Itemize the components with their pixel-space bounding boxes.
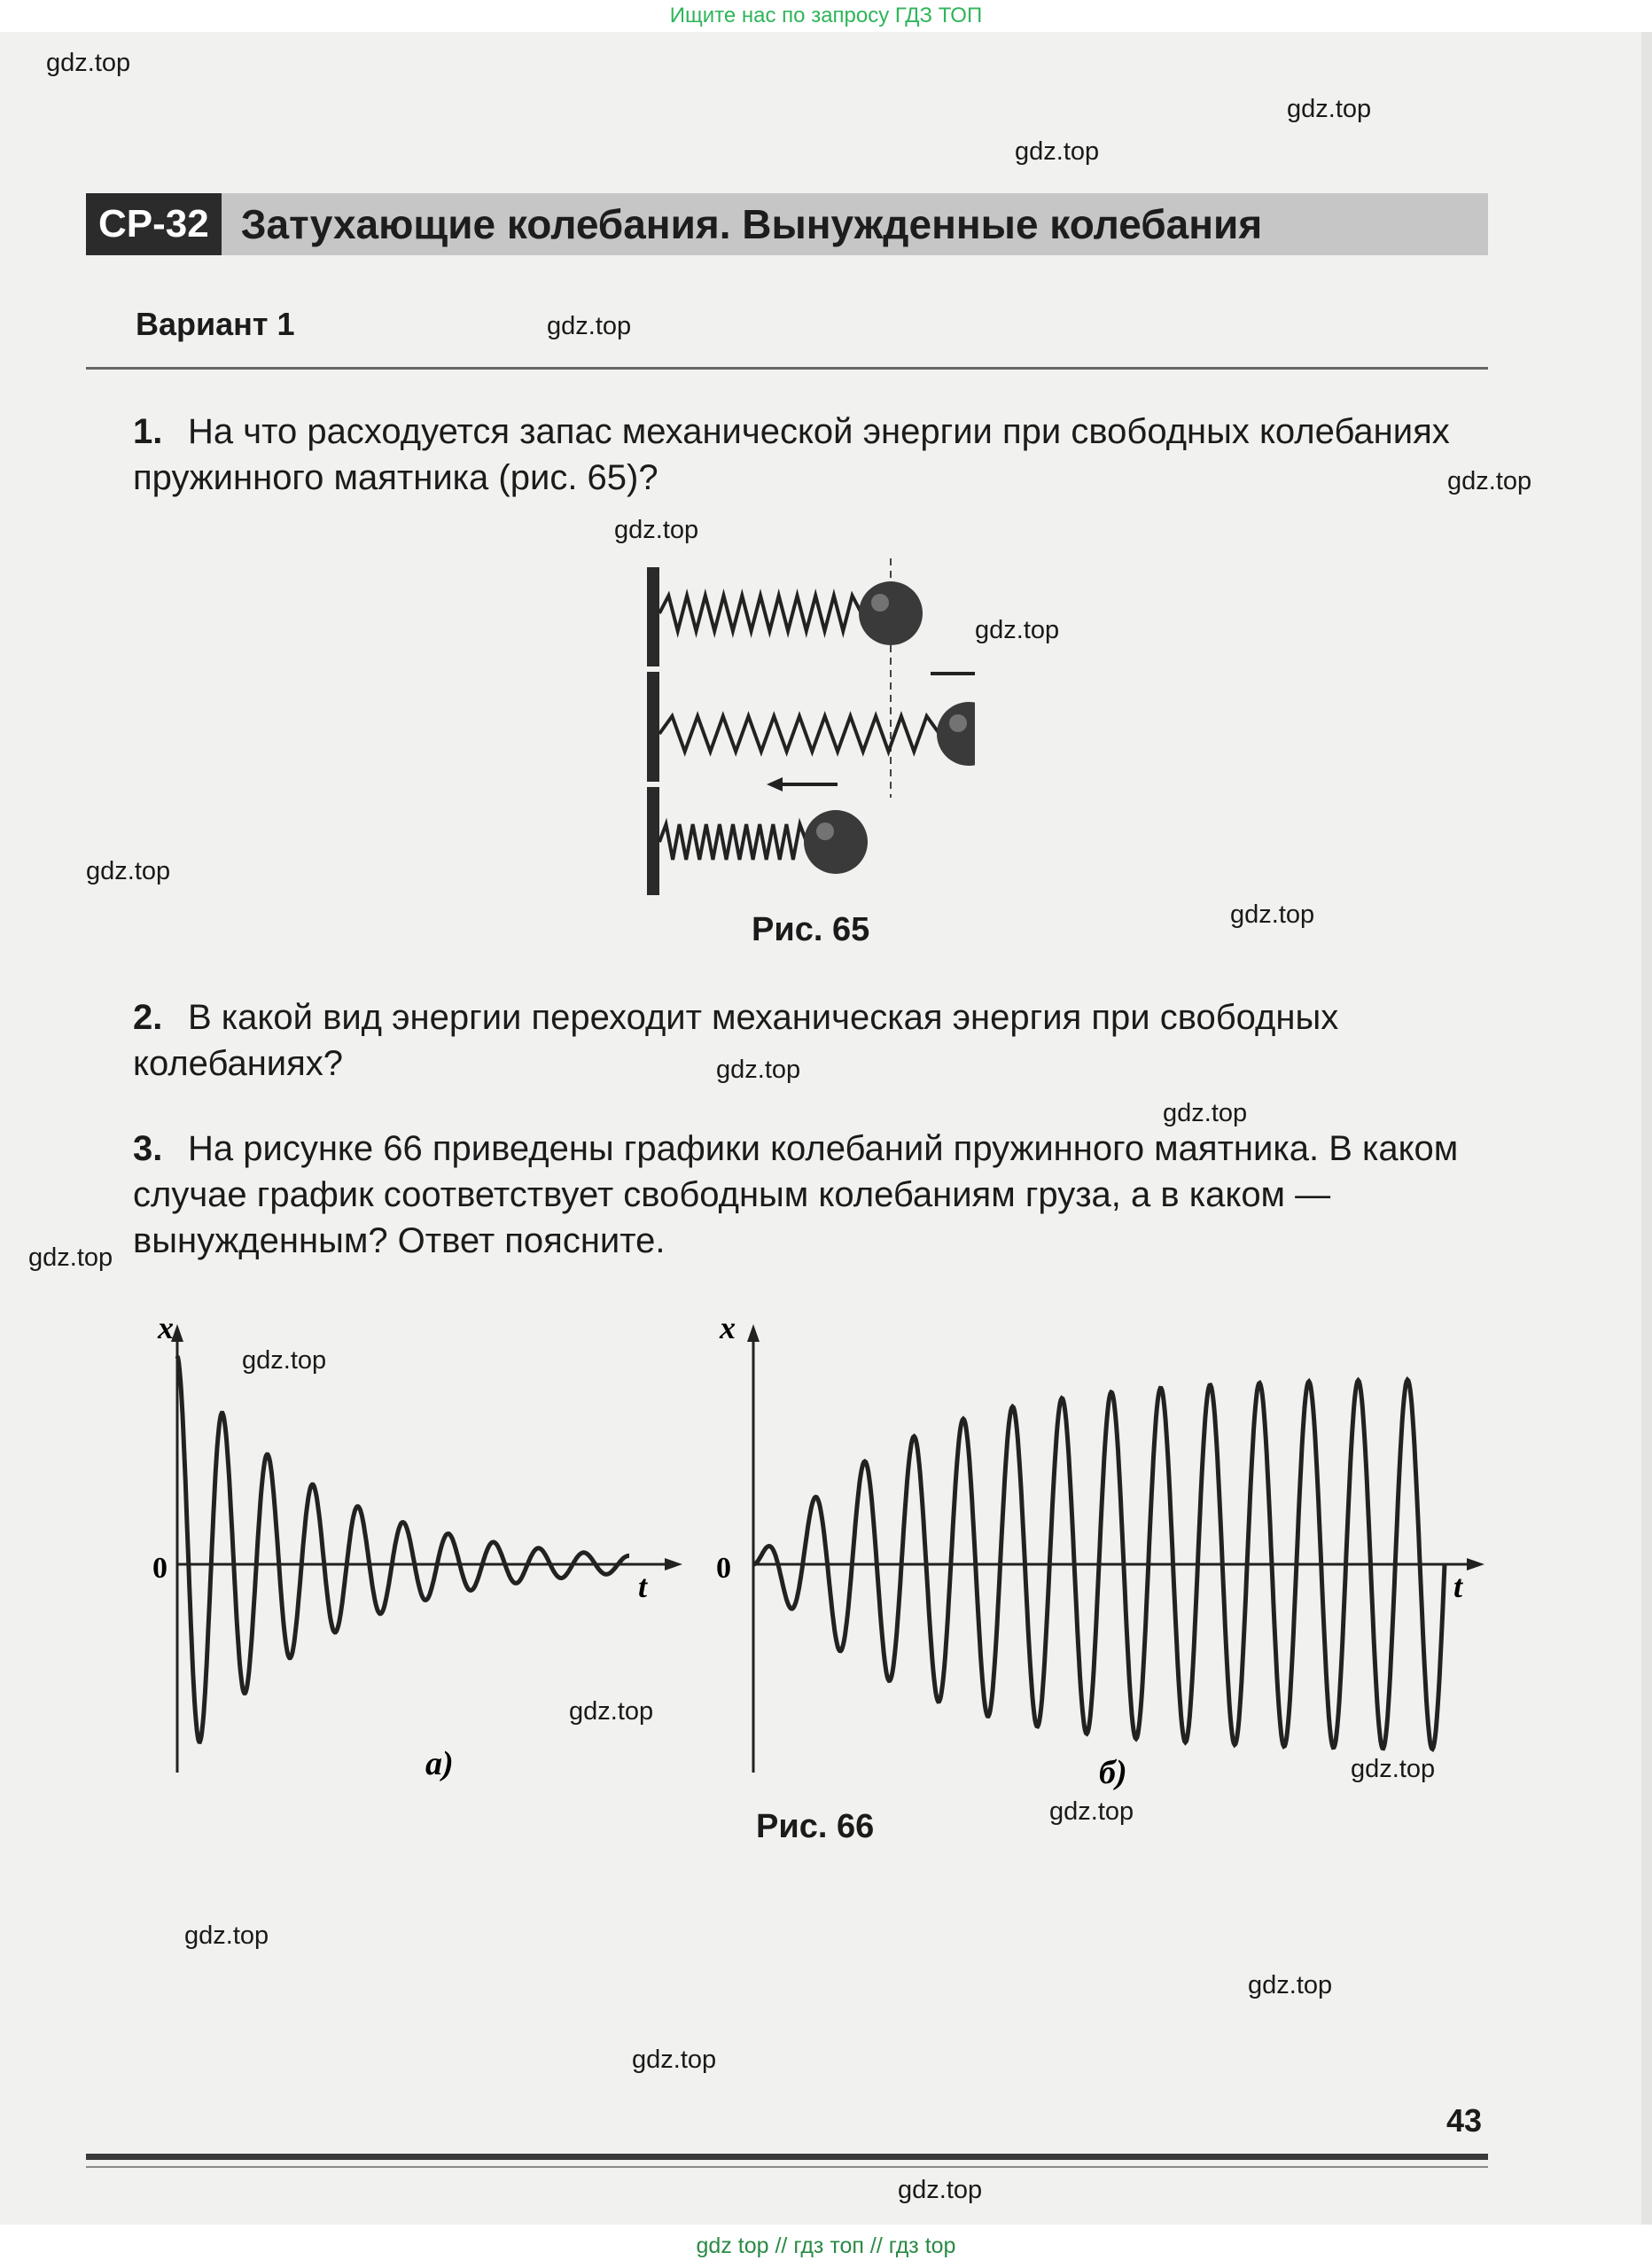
watermark: gdz.top	[242, 1346, 327, 1375]
watermark: gdz.top	[1049, 1797, 1134, 1826]
watermark: gdz.top	[1351, 1755, 1436, 1783]
watermark: gdz.top	[1287, 95, 1372, 123]
page-edge	[1641, 32, 1652, 2225]
top-banner[interactable]: Ищите нас по запросу ГДЗ ТОП	[0, 0, 1652, 32]
bottom-banner[interactable]: gdz top // гдз топ // гдз top	[0, 2225, 1652, 2268]
watermark: gdz.top	[898, 2176, 983, 2204]
question-text: В какой вид энергии переходит механическая энергия при свободных колебаниях?	[133, 998, 1339, 1083]
question-text: На рисунке 66 приведены графики колебаний пружинного маятника. В каком случае график соответствует свободным колебаниям груза, а в каком — вынужденным? Ответ поясните.	[133, 1129, 1459, 1260]
spring-1	[659, 596, 861, 631]
watermark: gdz.top	[184, 1921, 269, 1950]
ball-1	[859, 581, 923, 645]
figure-66-graphs	[133, 1312, 1498, 1808]
ball-3	[804, 810, 868, 874]
watermark: gdz.top	[547, 312, 632, 340]
watermark: gdz.top	[1163, 1099, 1248, 1127]
page-number: 43	[1446, 2102, 1483, 2139]
question-number: 3.	[133, 1129, 163, 1168]
graph-b-y-label: x	[720, 1312, 736, 1345]
variant-title: Вариант 1	[136, 306, 295, 342]
watermark: gdz.top	[1230, 900, 1315, 929]
watermark: gdz.top	[975, 616, 1060, 644]
watermark: gdz.top	[86, 857, 171, 885]
graph-b-label: б)	[1099, 1754, 1127, 1791]
figure-66-caption: Рис. 66	[756, 1808, 875, 1845]
graph-a-origin: 0	[152, 1552, 168, 1585]
figure-65-caption: Рис. 65	[752, 911, 870, 948]
section-title: Затухающие колебания. Вынужденные колебания	[240, 201, 1263, 247]
question-2	[133, 994, 1484, 1087]
watermark: gdz.top	[46, 49, 131, 77]
footer-rule	[86, 2154, 1488, 2160]
watermark: gdz.top	[716, 1056, 801, 1084]
spring-2	[659, 716, 939, 752]
graph-a-label: а)	[425, 1745, 454, 1782]
watermark: gdz.top	[1447, 467, 1532, 495]
spring-3	[659, 824, 807, 860]
variant-divider	[86, 367, 1488, 370]
watermark: gdz.top	[614, 516, 699, 544]
question-1	[133, 409, 1484, 501]
graph-a-y-label: x	[158, 1312, 174, 1345]
ball-2	[937, 702, 975, 766]
graph-a-damped-curve	[177, 1356, 629, 1742]
footer-rule-thin	[86, 2166, 1488, 2168]
watermark: gdz.top	[1015, 137, 1100, 166]
section-header	[86, 193, 1488, 255]
watermark: gdz.top	[569, 1697, 654, 1726]
graph-a-x-label: t	[638, 1569, 648, 1604]
question-number: 1.	[133, 412, 163, 451]
graph-b-origin: 0	[716, 1552, 731, 1585]
watermark: gdz.top	[632, 2046, 717, 2074]
question-text: На что расходуется запас механической энергии при свободных колебаниях пружинного маятника (рис. 65)?	[133, 412, 1450, 497]
watermark: gdz.top	[28, 1243, 113, 1272]
section-code: СР-32	[86, 193, 222, 255]
question-3	[133, 1126, 1484, 1264]
graph-b-x-label: t	[1453, 1569, 1463, 1604]
wall	[647, 567, 659, 895]
question-number: 2.	[133, 998, 163, 1037]
watermark: gdz.top	[1248, 1971, 1333, 1999]
figure-65-pendulum	[603, 532, 975, 904]
